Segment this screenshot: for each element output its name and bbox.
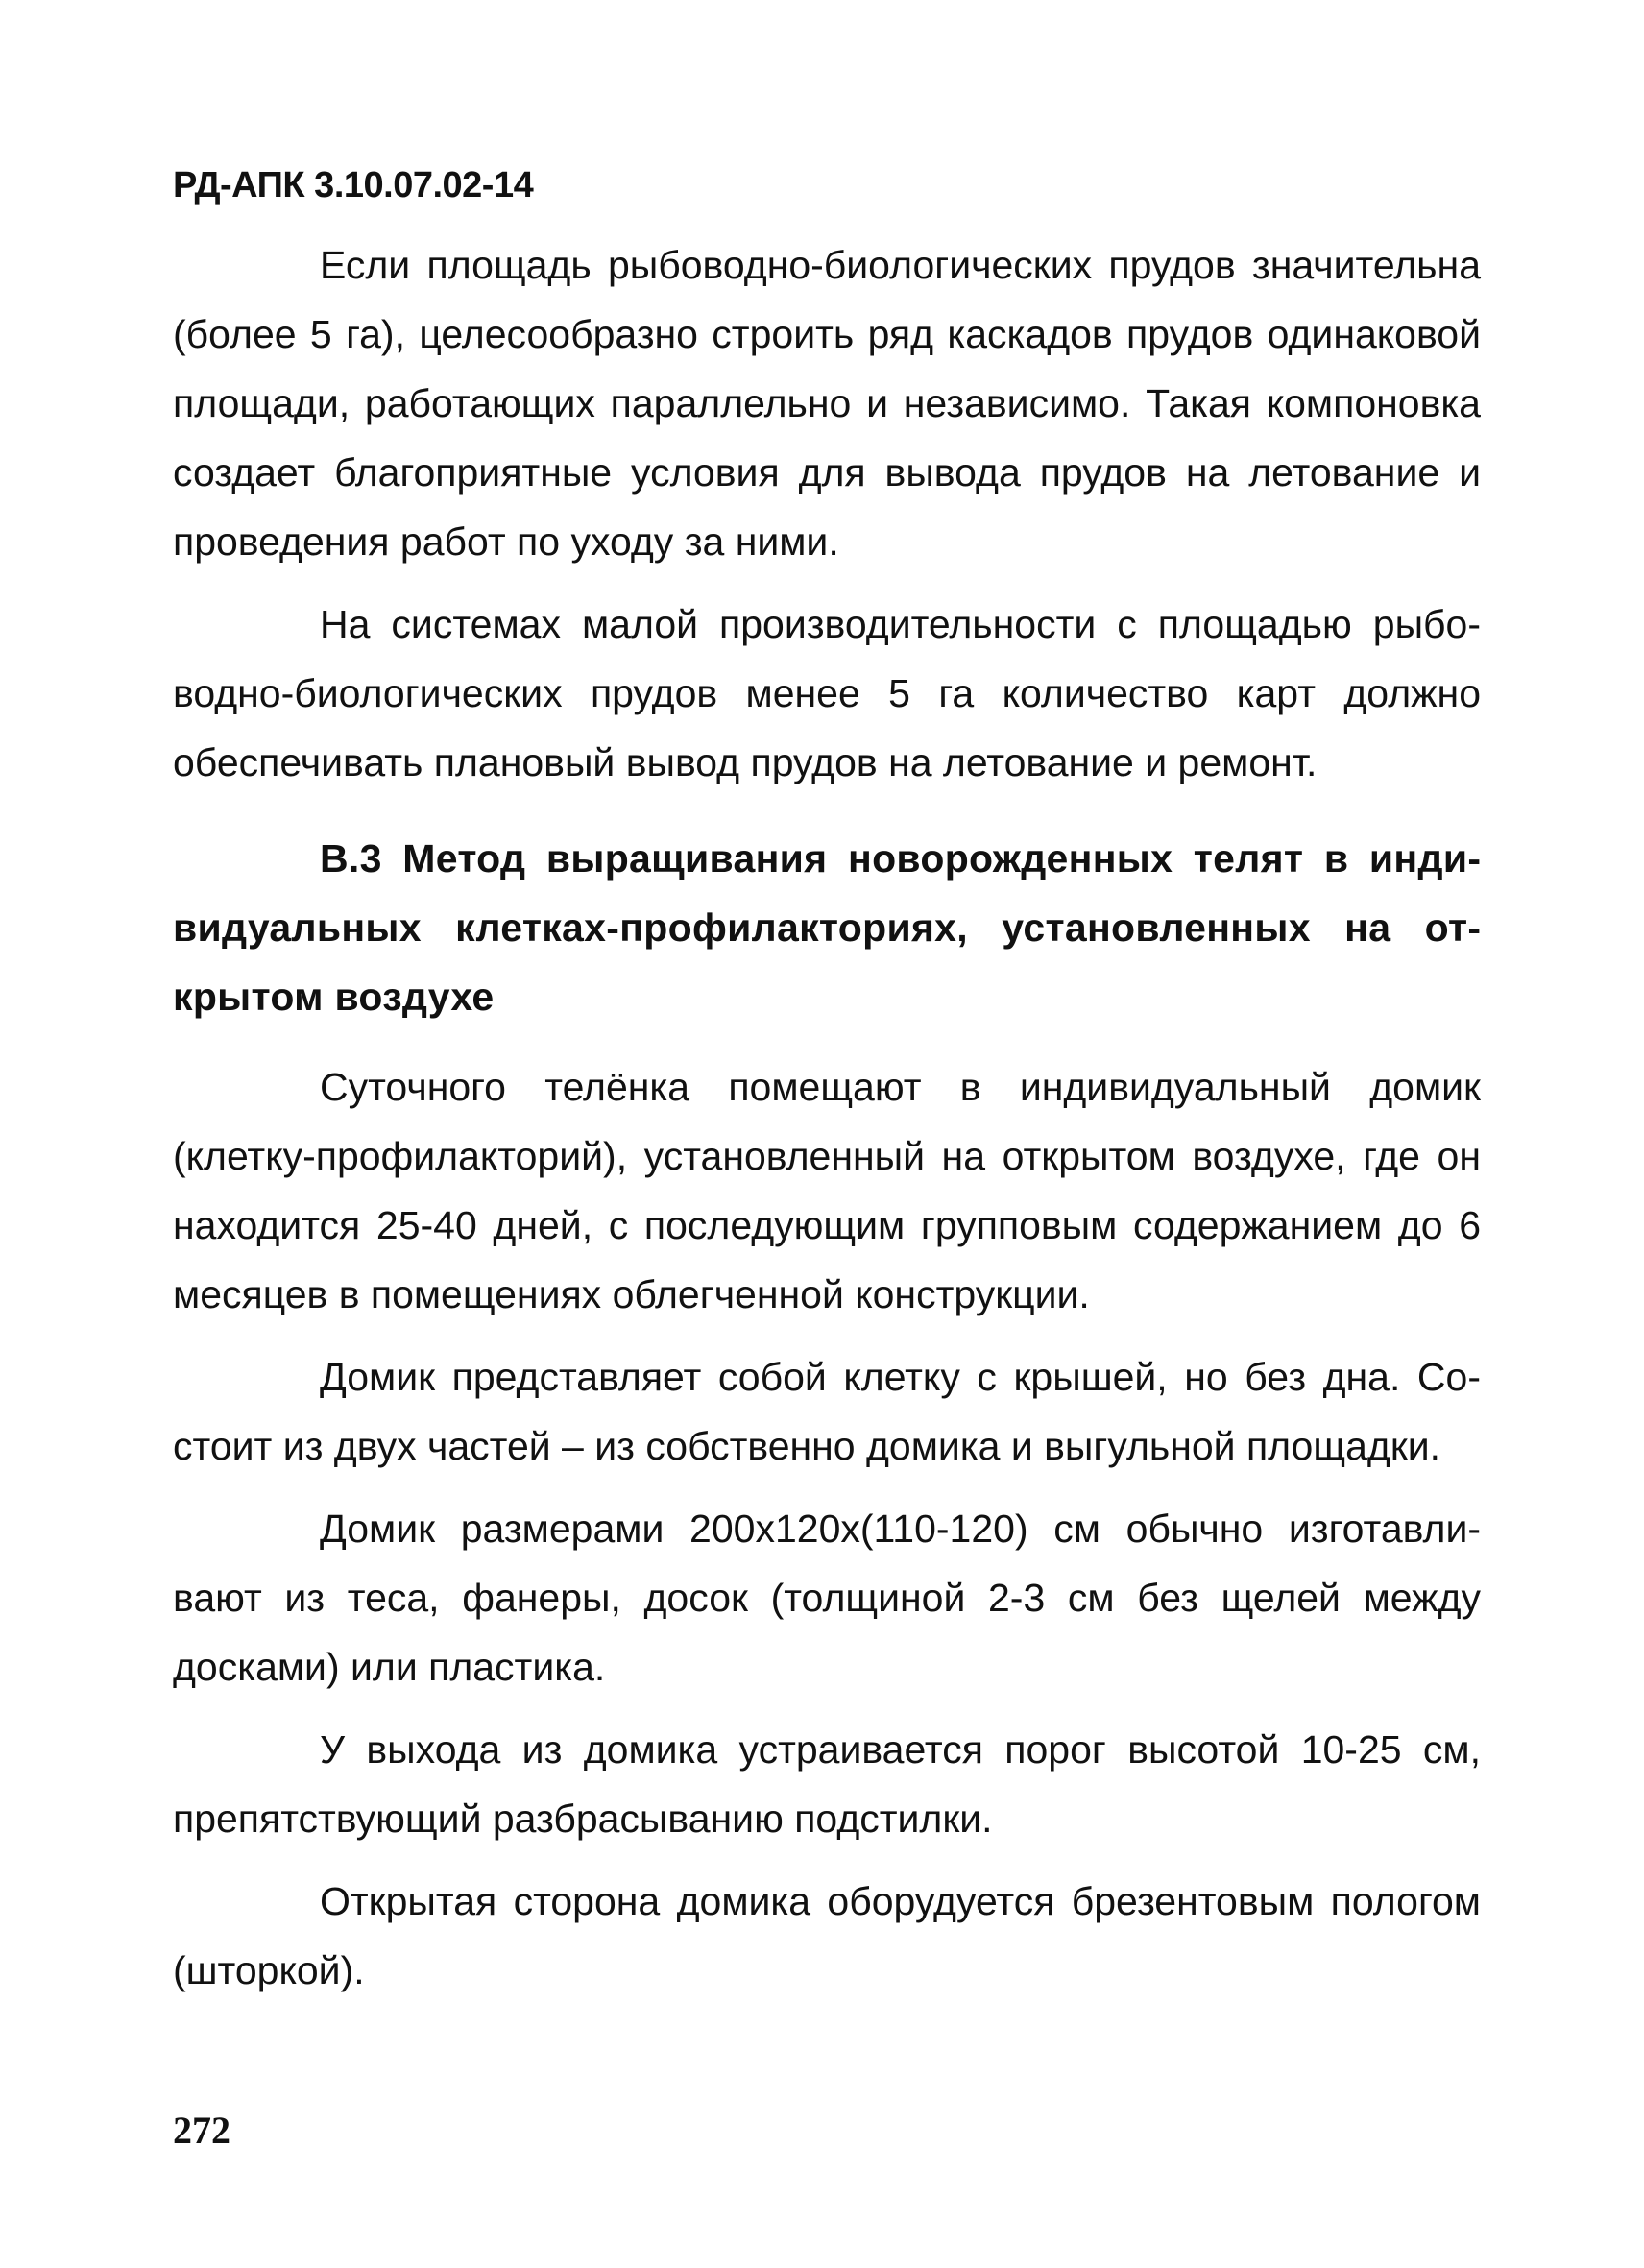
document-body [173, 230, 1481, 2005]
paragraph: Домик представляет собой клетку с крышей, но без дна. Состоит из двух частей – из собственно домика и выгульной площадки. [173, 1355, 1481, 1468]
paragraph: Домик размерами 200х120х(110-120) см обычно изготавливают из теса, фанеры, досок (толщиной 2-3 см без щелей между досками) или пластика. [173, 1507, 1481, 1689]
paragraph: На системах малой производительности с площадью рыбоводно-биологических прудов менее 5 га количество карт должно обеспечивать плановый вывод прудов на летование и ремонт. [173, 602, 1481, 784]
paragraph: У выхода из домика устраивается порог высотой 10-25 см, препятствующий разбрасыванию подстилки. [173, 1727, 1481, 1841]
document-code-header: РД-АПК 3.10.07.02-14 [173, 165, 534, 205]
paragraph: Открытая сторона домика оборудуется брезентовым пологом (шторкой). [173, 1879, 1481, 1992]
paragraph: Суточного телёнка помещают в индивидуальный домик (клетку-профилакторий), установленный на открытом воздухе, где он находится 25-40 дней, с последующим групповым содержанием до 6 месяцев в помещениях облегченной конструкции. [173, 1065, 1481, 1316]
page-number: 272 [173, 2109, 230, 2152]
section-heading: В.3 Метод выращивания новорожденных телят в индивидуальных клетках-профилакториях, установленных на открытом воздухе [173, 836, 1481, 1019]
document-page [173, 0, 1481, 2268]
paragraph: Если площадь рыбоводно-биологических прудов значительна (более 5 га), целесообразно строить ряд каскадов прудов одинаковой площади, работающих параллельно и независимо. Такая компоновка создает благоприятные условия для вывода прудов на летование и проведения работ по уходу за ними. [173, 243, 1481, 564]
